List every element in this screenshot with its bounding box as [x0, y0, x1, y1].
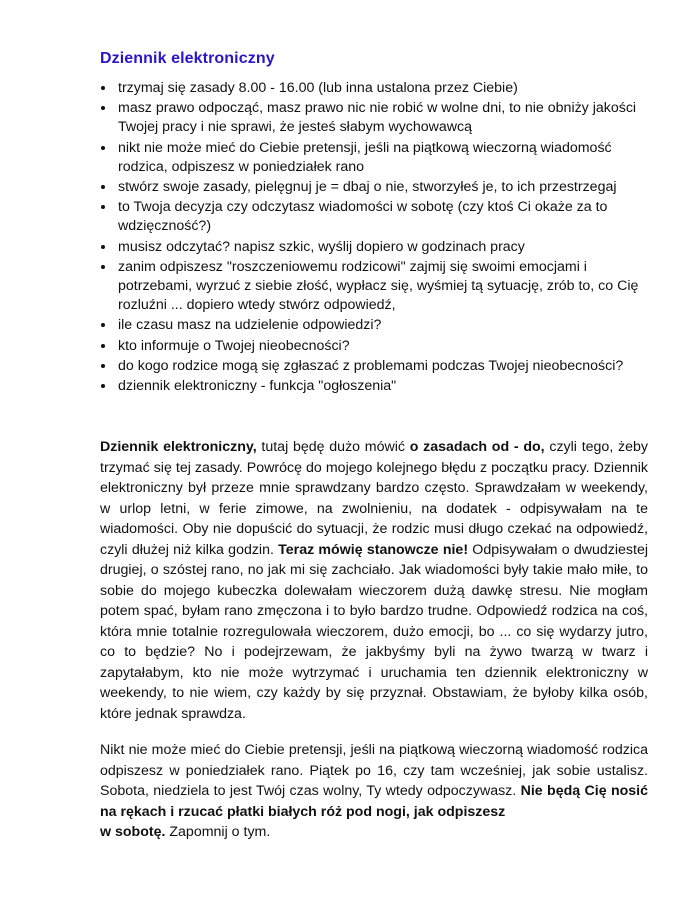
paragraph-text: Odpisywałam o dwudziestej drugiej, o szóstej rano, no jak mi się zachciało. Jak wiadomości były takie mało miłe, to sobie do mojego kubeczka dolewałam wieczorem dużą dawkę stresu. Nie mogłam potem spać, byłam rano zmęczona i to było bardzo trudne. Odpowiedź rodzica na coś, która mnie totalnie rozregulowała wieczorem, dużo emocji, bo ... co się wydarzy jutro, co to będzie? No i podejrzewam, że jakbyśmy byli na żywo twarzą w twarz i zapytałabym, kto nie może wytrzymać i uruchamia ten dziennik elektroniczny w weekendy, to nie wiem, czy każdy by się przyznał. Obstawiam, że byłoby kilka osób, które jednak sprawdza. [100, 541, 648, 722]
list-item: • trzymaj się zasady 8.00 - 16.00 (lub inna ustalona przez Ciebie) [116, 78, 656, 98]
paragraph-text: czyli tego, żeby trzymać się tej zasady. Powrócę do mojego kolejnego błędu z początku pracy. Dziennik elektroniczny był przeze mnie sprawdzany bardzo często. Sprawdzałam w weekendy, w urlop letni, w ferie zimowe, na zwolnieniu, na dodatek - odpisywałam na te wiadomości. Oby nie dopuścić do sytuacji, że rodzic musi długo czekać na odpowiedź, czyli dłużej niż kilka godzin. [100, 439, 648, 558]
list-item: • to Twoja decyzja czy odczytasz wiadomości w sobotę (czy ktoś Ci okaże za to wdzięczność?) [116, 197, 656, 236]
list-item: • nikt nie może mieć do Ciebie pretensji, jeśli na piątkową wieczorną wiadomość rodzica, odpiszesz w poniedziałek rano [116, 138, 656, 177]
list-item: • ile czasu masz na udzielenie odpowiedzi? [116, 315, 656, 335]
list-item: • musisz odczytać? napisz szkic, wyślij dopiero w godzinach pracy [116, 237, 656, 257]
bold-statement: Nie będą Cię nosić na rękach i rzucać płatki białych róż pod nogi, jak odpiszesz [100, 783, 649, 820]
bold-lead: Dziennik elektroniczny, [100, 439, 257, 455]
bold-rule: o zasadach od - do, [409, 439, 545, 455]
paragraph-text: Zapomnij o tym. [165, 824, 271, 840]
bold-statement: Teraz mówię stanowcze nie! [278, 541, 469, 558]
paragraph-diary-rules [100, 437, 648, 724]
list-item: • kto informuje o Twojej nieobecności? [116, 336, 656, 356]
page-title: Dziennik elektroniczny [100, 50, 275, 67]
paragraph-weekend [100, 740, 648, 843]
list-item: • do kogo rodzice mogą się zgłaszać z problemami podczas Twojej nieobecności? [116, 356, 656, 376]
bold-statement: w sobotę. [100, 824, 166, 840]
tips-list [98, 78, 656, 396]
paragraph-text: tutaj będę dużo mówić [256, 439, 410, 455]
list-item: • masz prawo odpocząć, masz prawo nic nie robić w wolne dni, to nie obniży jakości Twojej pracy i nie sprawi, że jesteś słabym wychowawcą [116, 98, 656, 137]
list-item: • dziennik elektroniczny - funkcja "ogłoszenia" [116, 376, 656, 396]
list-item: • stwórz swoje zasady, pielęgnuj je = dbaj o nie, stworzyłeś je, to ich przestrzegaj [116, 177, 656, 197]
list-item: • zanim odpiszesz "roszczeniowemu rodzicowi" zajmij się swoimi emocjami i potrzebami, wyrzuć z siebie złość, wypłacz się, wyśmiej tą sytuację, zrób to, co Cię rozluźni ... dopiero wtedy stwórz odpowiedź, [116, 257, 656, 316]
paragraph-text: Nikt nie może mieć do Ciebie pretensji, jeśli na piątkową wieczorną wiadomość rodzica odpiszesz w poniedziałek rano. Piątek po 16, czy tam wcześniej, jak sobie ustalisz. Sobota, niedziela to jest Twój czas wolny, Ty wtedy odpoczywasz. [100, 742, 648, 799]
